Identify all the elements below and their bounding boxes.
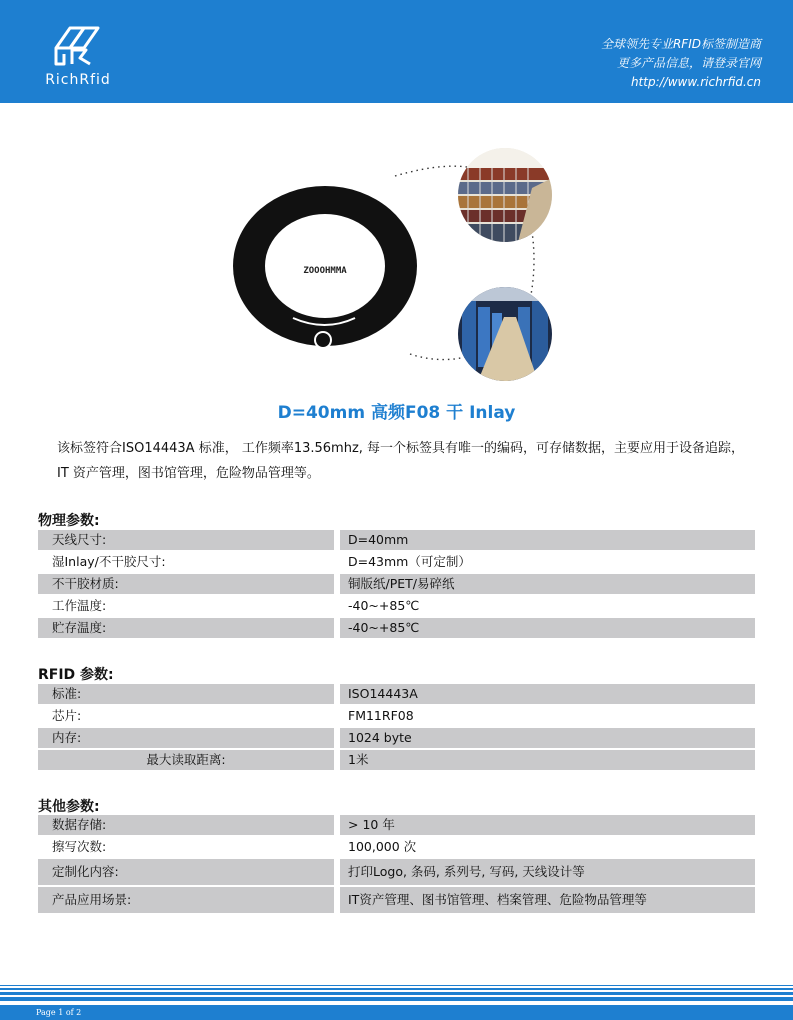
param-key: 产品应用场景: <box>52 892 132 907</box>
param-value: > 10 年 <box>348 817 395 832</box>
param-value: 1024 byte <box>348 730 412 745</box>
page-number: Page 1 of 2 <box>36 1008 82 1017</box>
table-row <box>38 859 755 887</box>
datacenter-photo <box>458 287 552 381</box>
rfid-params-heading: RFID 参数: <box>38 667 114 683</box>
physical-params-table <box>38 530 755 640</box>
library-photo <box>458 148 552 242</box>
param-value: 100,000 次 <box>348 839 417 854</box>
param-value: IT资产管理、图书馆管理、档案管理、危险物品管理等 <box>348 892 647 907</box>
other-params-table <box>38 815 755 915</box>
param-key: 不干胶材质: <box>52 576 119 591</box>
page-footer <box>0 1005 793 1020</box>
param-key: 擦写次数: <box>52 839 107 854</box>
param-key: 数据存储: <box>52 817 107 832</box>
table-row <box>38 684 755 706</box>
table-row <box>38 596 755 618</box>
param-value: 打印Logo, 条码, 系列号, 写码, 天线设计等 <box>348 864 585 879</box>
param-key: 内存: <box>52 730 82 745</box>
param-value: -40~+85℃ <box>348 598 420 613</box>
param-key: 定制化内容: <box>52 864 119 879</box>
product-intro: 该标签符合ISO14443A 标准， 工作频率13.56mhz, 每一个标签具有唯一的编码，可存储数据，主要应用于设备追踪，IT 资产管理，图书馆管理，危险物品管理等。 <box>57 441 745 481</box>
param-value: 1米 <box>348 752 369 767</box>
inlay-ring-image <box>225 180 425 355</box>
table-row <box>38 574 755 596</box>
ring-label: ZOOOHMMA <box>303 266 347 276</box>
param-value: FM11RF08 <box>348 708 414 723</box>
page-header <box>0 0 793 103</box>
table-row <box>38 728 755 750</box>
table-row <box>38 837 755 859</box>
param-value: ISO14443A <box>348 686 418 701</box>
param-key: 天线尺寸: <box>52 532 107 547</box>
table-row <box>38 815 755 837</box>
header-visit-text: 更多产品信息，请登录官网 <box>616 56 761 70</box>
table-row <box>38 552 755 574</box>
logo-mark-icon <box>50 20 106 70</box>
table-row <box>38 618 755 640</box>
table-row <box>38 887 755 915</box>
param-key: 贮存温度: <box>52 620 107 635</box>
param-key: 芯片: <box>52 708 82 723</box>
company-logo <box>38 20 118 95</box>
rfid-params-table <box>38 684 755 772</box>
product-title: D=40mm 高频F08 干 Inlay <box>277 403 516 423</box>
param-value: -40~+85℃ <box>348 620 420 635</box>
logo-text: RichRfid <box>45 72 111 88</box>
table-row <box>38 706 755 728</box>
param-value: D=40mm <box>348 532 409 547</box>
param-key: 最大读取距离: <box>146 752 226 767</box>
other-params-heading: 其他参数: <box>38 799 100 815</box>
header-slogan: 全球领先专业RFID标签制造商 <box>600 37 761 51</box>
param-value: 铜版纸/PET/易碎纸 <box>348 576 455 591</box>
table-row <box>38 530 755 552</box>
table-row <box>38 750 755 772</box>
physical-params-heading: 物理参数: <box>38 513 100 529</box>
param-key: 工作温度: <box>52 598 107 613</box>
param-value: D=43mm（可定制） <box>348 554 471 569</box>
param-key: 湿Inlay/不干胶尺寸: <box>52 554 166 569</box>
header-url[interactable]: http://www.richrfid.cn <box>630 75 761 89</box>
header-info <box>601 35 761 92</box>
param-key: 标准: <box>52 686 82 701</box>
